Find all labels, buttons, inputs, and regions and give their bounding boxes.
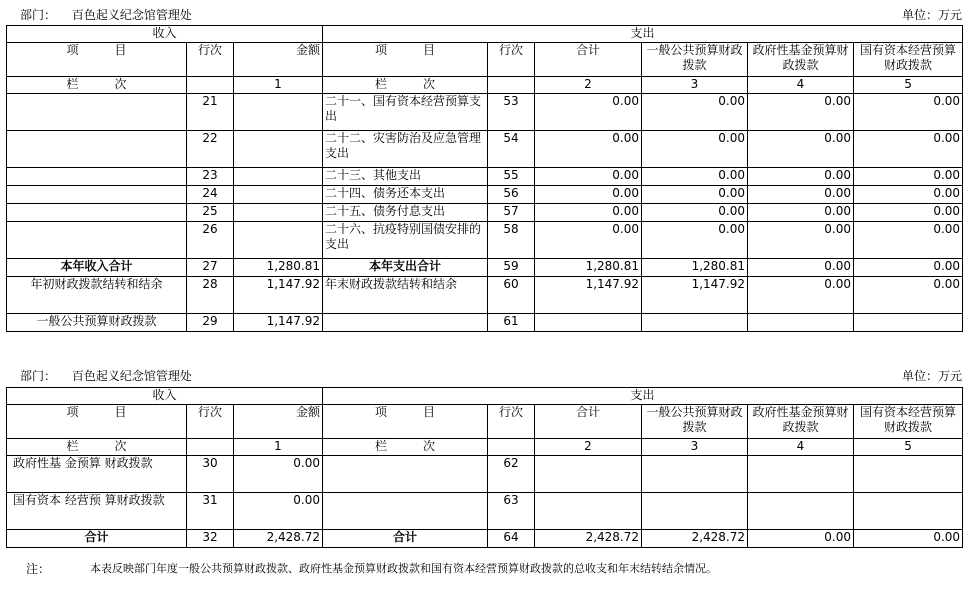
col-blank bbox=[187, 77, 234, 94]
soe-cell: 0.00 bbox=[854, 94, 963, 131]
income-row-no-header: 行次 bbox=[187, 405, 234, 439]
header-row-1 bbox=[7, 26, 963, 43]
soe-header: 国有资本经营预算财政拨款 bbox=[854, 405, 963, 439]
gpb-cell: 2,428.72 bbox=[642, 530, 748, 548]
expense-item-cell: 二十六、抗疫特别国债安排的支出 bbox=[323, 222, 488, 259]
total-header: 合计 bbox=[535, 43, 642, 77]
soe-cell: 0.00 bbox=[854, 168, 963, 186]
soe-cell bbox=[854, 493, 963, 530]
col-index-5: 5 bbox=[854, 77, 963, 94]
gf-cell: 0.00 bbox=[748, 131, 854, 168]
table-row bbox=[7, 168, 963, 186]
income-amount-cell bbox=[234, 131, 323, 168]
total-cell: 0.00 bbox=[535, 204, 642, 222]
soe-cell: 0.00 bbox=[854, 222, 963, 259]
expense-item-cell: 二十二、灾害防治及应急管理支出 bbox=[323, 131, 488, 168]
expense-item-cell bbox=[323, 314, 488, 332]
dept-line-2 bbox=[20, 369, 192, 383]
gpb-header: 一般公共预算财政拨款 bbox=[642, 43, 748, 77]
dept-name: 百色起义纪念馆管理处 bbox=[71, 369, 192, 383]
income-row-no-header: 行次 bbox=[187, 43, 234, 77]
expense-row-no-cell: 55 bbox=[488, 168, 535, 186]
dept-name: 百色起义纪念馆管理处 bbox=[71, 8, 192, 22]
income-amount-cell: 2,428.72 bbox=[234, 530, 323, 548]
income-amount-cell: 1,147.92 bbox=[234, 277, 323, 314]
expense-item-cell: 二十三、其他支出 bbox=[323, 168, 488, 186]
income-item-cell bbox=[7, 131, 187, 168]
income-row-no-cell: 24 bbox=[187, 186, 234, 204]
income-amount-cell bbox=[234, 168, 323, 186]
income-item-cell bbox=[7, 94, 187, 131]
total-cell: 1,147.92 bbox=[535, 277, 642, 314]
income-item-header: 项 目 bbox=[7, 405, 187, 439]
income-item-cell: 国有资本 经营预 算财政拨款 bbox=[7, 493, 187, 530]
income-item-cell: 一般公共预算财政拨款 bbox=[7, 314, 187, 332]
expense-row-no-cell: 54 bbox=[488, 131, 535, 168]
income-item-cell bbox=[7, 168, 187, 186]
col-index-2: 2 bbox=[535, 77, 642, 94]
income-row-no-cell: 25 bbox=[187, 204, 234, 222]
dept-label: 部门： bbox=[20, 8, 57, 22]
total-header: 合计 bbox=[535, 405, 642, 439]
table-row bbox=[7, 314, 963, 332]
column-index-row bbox=[7, 77, 963, 94]
col-index-2: 2 bbox=[535, 439, 642, 456]
note-text: 本表反映部门年度一般公共预算财政拨款、政府性基金预算财政拨款和国有资本经营预算财政拨款的总收支和年末结转结余情况。 bbox=[90, 562, 717, 575]
expense-row-no-cell: 59 bbox=[488, 259, 535, 277]
gf-cell: 0.00 bbox=[748, 94, 854, 131]
col-label-right: 栏 次 bbox=[323, 439, 488, 456]
income-amount-cell bbox=[234, 186, 323, 204]
gpb-cell: 0.00 bbox=[642, 94, 748, 131]
gpb-cell: 0.00 bbox=[642, 186, 748, 204]
col-index-4: 4 bbox=[748, 439, 854, 456]
soe-header: 国有资本经营预算财政拨款 bbox=[854, 43, 963, 77]
soe-cell: 0.00 bbox=[854, 131, 963, 168]
expense-header: 支出 bbox=[323, 388, 963, 405]
total-cell: 0.00 bbox=[535, 186, 642, 204]
income-amount-cell: 0.00 bbox=[234, 493, 323, 530]
col-blank bbox=[488, 439, 535, 456]
gf-cell bbox=[748, 314, 854, 332]
income-amount-cell: 1,280.81 bbox=[234, 259, 323, 277]
header-row-2 bbox=[7, 405, 963, 439]
col-label-right: 栏 次 bbox=[323, 77, 488, 94]
total-cell: 0.00 bbox=[535, 94, 642, 131]
table-row bbox=[7, 186, 963, 204]
income-row-no-cell: 29 bbox=[187, 314, 234, 332]
expense-row-no-cell: 53 bbox=[488, 94, 535, 131]
unit-label: 单位：万元 bbox=[901, 8, 962, 22]
soe-cell: 0.00 bbox=[854, 204, 963, 222]
expense-row-no-cell: 60 bbox=[488, 277, 535, 314]
gf-cell: 0.00 bbox=[748, 277, 854, 314]
income-item-cell: 本年收入合计 bbox=[7, 259, 187, 277]
income-row-no-cell: 30 bbox=[187, 456, 234, 493]
gpb-cell: 1,280.81 bbox=[642, 259, 748, 277]
gpb-cell bbox=[642, 493, 748, 530]
table-row bbox=[7, 456, 963, 493]
income-item-cell: 合计 bbox=[7, 530, 187, 548]
table-row bbox=[7, 204, 963, 222]
table-row bbox=[7, 277, 963, 314]
table-row bbox=[7, 530, 963, 548]
income-item-cell bbox=[7, 204, 187, 222]
header-row-1 bbox=[7, 388, 963, 405]
expense-item-cell: 年末财政拨款结转和结余 bbox=[323, 277, 488, 314]
table-row bbox=[7, 94, 963, 131]
income-item-cell bbox=[7, 186, 187, 204]
expense-row-no-cell: 63 bbox=[488, 493, 535, 530]
col-blank bbox=[187, 439, 234, 456]
expense-item-header: 项 目 bbox=[323, 43, 488, 77]
table-row bbox=[7, 493, 963, 530]
total-cell: 0.00 bbox=[535, 131, 642, 168]
unit-label: 单位：万元 bbox=[901, 369, 962, 383]
gf-header: 政府性基金预算财政拨款 bbox=[748, 43, 854, 77]
total-cell: 2,428.72 bbox=[535, 530, 642, 548]
soe-cell: 0.00 bbox=[854, 259, 963, 277]
col-index-3: 3 bbox=[642, 77, 748, 94]
expense-header: 支出 bbox=[323, 26, 963, 43]
soe-cell: 0.00 bbox=[854, 277, 963, 314]
income-row-no-cell: 21 bbox=[187, 94, 234, 131]
soe-cell bbox=[854, 456, 963, 493]
income-item-header: 项 目 bbox=[7, 43, 187, 77]
expense-row-no-cell: 62 bbox=[488, 456, 535, 493]
income-item-cell: 政府性基 金预算 财政拨款 bbox=[7, 456, 187, 493]
total-cell bbox=[535, 456, 642, 493]
gf-cell: 0.00 bbox=[748, 204, 854, 222]
col-label-left: 栏 次 bbox=[7, 77, 187, 94]
gpb-cell: 0.00 bbox=[642, 204, 748, 222]
income-header: 收入 bbox=[7, 388, 323, 405]
fiscal-table-2 bbox=[6, 387, 963, 548]
total-cell: 0.00 bbox=[535, 168, 642, 186]
expense-row-no-cell: 58 bbox=[488, 222, 535, 259]
gpb-cell: 0.00 bbox=[642, 222, 748, 259]
income-row-no-cell: 27 bbox=[187, 259, 234, 277]
soe-cell: 0.00 bbox=[854, 530, 963, 548]
income-header: 收入 bbox=[7, 26, 323, 43]
gf-cell bbox=[748, 493, 854, 530]
income-amount-cell bbox=[234, 94, 323, 131]
note-label: 注： bbox=[26, 562, 51, 576]
income-row-no-cell: 23 bbox=[187, 168, 234, 186]
table-row bbox=[7, 222, 963, 259]
gf-header: 政府性基金预算财政拨款 bbox=[748, 405, 854, 439]
total-cell bbox=[535, 493, 642, 530]
gpb-cell bbox=[642, 314, 748, 332]
gpb-cell bbox=[642, 456, 748, 493]
col-label-left: 栏 次 bbox=[7, 439, 187, 456]
col-blank bbox=[488, 77, 535, 94]
income-row-no-cell: 31 bbox=[187, 493, 234, 530]
gf-cell: 0.00 bbox=[748, 168, 854, 186]
gpb-header: 一般公共预算财政拨款 bbox=[642, 405, 748, 439]
soe-cell: 0.00 bbox=[854, 186, 963, 204]
income-amount-cell: 0.00 bbox=[234, 456, 323, 493]
expense-row-no-cell: 56 bbox=[488, 186, 535, 204]
soe-cell bbox=[854, 314, 963, 332]
income-item-cell: 年初财政拨款结转和结余 bbox=[7, 277, 187, 314]
column-index-row bbox=[7, 439, 963, 456]
gpb-cell: 0.00 bbox=[642, 131, 748, 168]
table-row bbox=[7, 131, 963, 168]
expense-row-no-header: 行次 bbox=[488, 405, 535, 439]
income-amount-cell bbox=[234, 222, 323, 259]
expense-item-cell: 二十五、债务付息支出 bbox=[323, 204, 488, 222]
gf-cell: 0.00 bbox=[748, 530, 854, 548]
expense-item-cell bbox=[323, 493, 488, 530]
col-index-3: 3 bbox=[642, 439, 748, 456]
col-index-5: 5 bbox=[854, 439, 963, 456]
total-cell bbox=[535, 314, 642, 332]
income-item-cell bbox=[7, 222, 187, 259]
col-index-4: 4 bbox=[748, 77, 854, 94]
col-index-1: 1 bbox=[234, 77, 323, 94]
fiscal-table-1 bbox=[6, 25, 963, 332]
expense-item-cell: 合计 bbox=[323, 530, 488, 548]
expense-item-cell bbox=[323, 456, 488, 493]
income-amount-header: 金额 bbox=[234, 43, 323, 77]
income-row-no-cell: 26 bbox=[187, 222, 234, 259]
gpb-cell: 0.00 bbox=[642, 168, 748, 186]
expense-item-header: 项 目 bbox=[323, 405, 488, 439]
expense-item-cell: 二十一、国有资本经营预算支出 bbox=[323, 94, 488, 131]
expense-row-no-header: 行次 bbox=[488, 43, 535, 77]
expense-row-no-cell: 64 bbox=[488, 530, 535, 548]
col-index-1: 1 bbox=[234, 439, 323, 456]
total-cell: 0.00 bbox=[535, 222, 642, 259]
table-row bbox=[7, 259, 963, 277]
income-amount-header: 金额 bbox=[234, 405, 323, 439]
expense-row-no-cell: 61 bbox=[488, 314, 535, 332]
gf-cell: 0.00 bbox=[748, 222, 854, 259]
dept-line-1 bbox=[20, 8, 192, 22]
income-amount-cell bbox=[234, 204, 323, 222]
income-row-no-cell: 32 bbox=[187, 530, 234, 548]
gpb-cell: 1,147.92 bbox=[642, 277, 748, 314]
income-row-no-cell: 22 bbox=[187, 131, 234, 168]
income-amount-cell: 1,147.92 bbox=[234, 314, 323, 332]
expense-row-no-cell: 57 bbox=[488, 204, 535, 222]
header-row-2 bbox=[7, 43, 963, 77]
gf-cell: 0.00 bbox=[748, 186, 854, 204]
total-cell: 1,280.81 bbox=[535, 259, 642, 277]
gf-cell: 0.00 bbox=[748, 259, 854, 277]
income-row-no-cell: 28 bbox=[187, 277, 234, 314]
dept-label: 部门： bbox=[20, 369, 57, 383]
expense-item-cell: 本年支出合计 bbox=[323, 259, 488, 277]
expense-item-cell: 二十四、债务还本支出 bbox=[323, 186, 488, 204]
gf-cell bbox=[748, 456, 854, 493]
